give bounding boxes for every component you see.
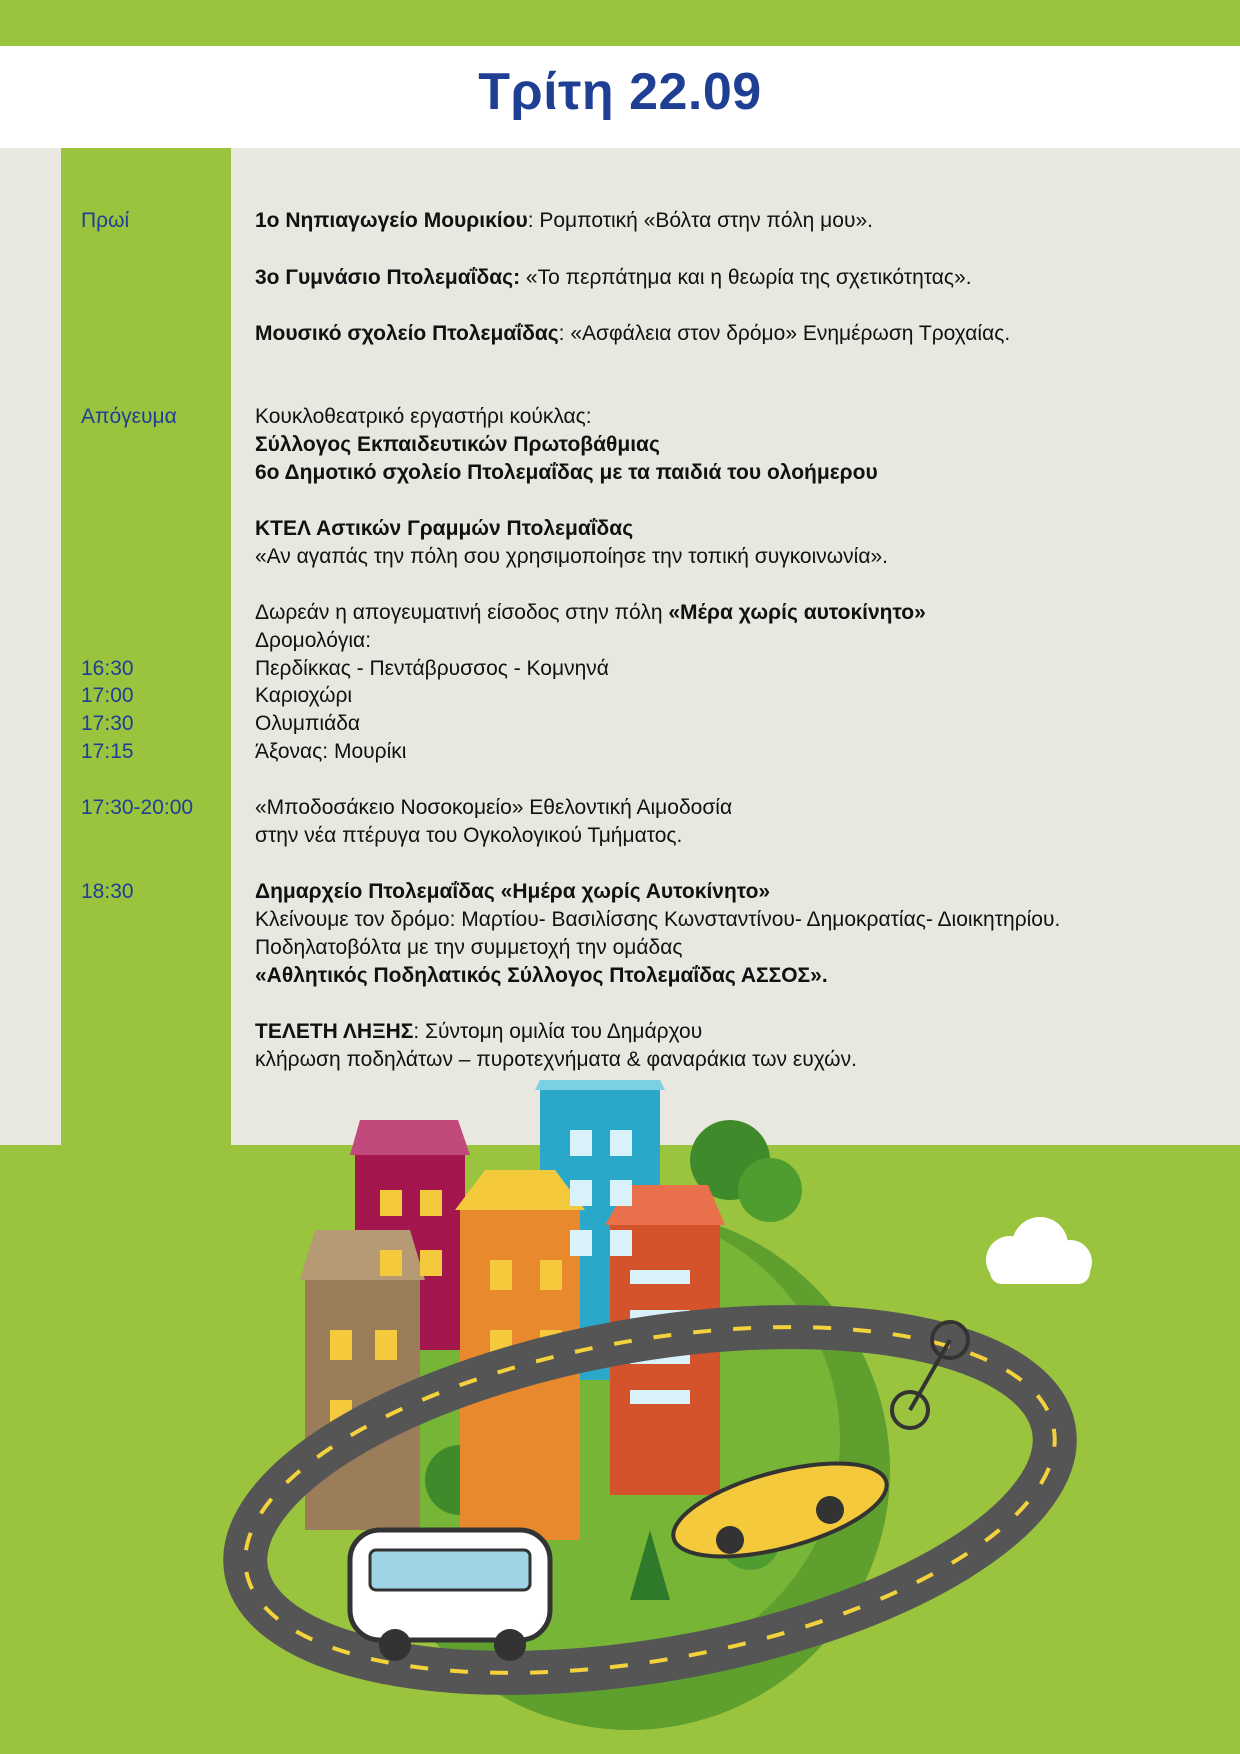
hospital-line-2: στην νέα πτέρυγα του Ογκολογικού Τμήματος.	[255, 824, 683, 847]
routes-label: Δρομολόγια:	[255, 629, 372, 652]
free-entry-text: Δωρεάν η απογευματινή είσοδος στην πόλη	[255, 601, 669, 624]
ktel-title: ΚΤΕΛ Αστικών Γραμμών Πτολεμαΐδας	[255, 517, 634, 540]
morning-item-3-desc: : «Ασφάλεια στον δρόμο» Ενημέρωση Τροχαίας.	[558, 322, 1011, 345]
cityhall-line-2: Ποδηλατοβόλτα με την συμμετοχή την ομάδας	[255, 936, 683, 959]
puppet-org-1: Σύλλογος Εκπαιδευτικών Πρωτοβάθμιας	[255, 433, 660, 456]
puppet-org-2: 6ο Δημοτικό σχολείο Πτολεμαΐδας με τα παιδιά του ολοήμερου	[255, 461, 878, 484]
time-1715: 17:15	[81, 740, 134, 763]
content-column	[231, 148, 1240, 1145]
morning-item-3-org: Μουσικό σχολείο Πτολεμαΐδας	[255, 322, 559, 345]
brown-building	[300, 1230, 425, 1530]
morning-item-2-desc: «Το περπάτημα και η θεωρία της σχετικότητας».	[520, 266, 972, 289]
puppet-line: Κουκλοθεατρικό εργαστήρι κούκλας:	[255, 405, 592, 428]
ktel-quote: «Αν αγαπάς την πόλη σου χρησιμοποίησε την τοπική συγκοινωνία».	[255, 545, 888, 568]
closing-line-2: κλήρωση ποδηλάτων – πυροτεχνήματα & φαναράκια των ευχών.	[255, 1048, 857, 1071]
city-globe-illustration	[210, 1080, 1210, 1740]
route-1: Περδίκκας - Πεντάβρυσσος - Κομνηνά	[255, 657, 609, 680]
cityhall-club: «Αθλητικός Ποδηλατικός Σύλλογος Πτολεμαΐδας ΑΣΣΟΣ».	[255, 964, 828, 987]
route-3: Ολυμπιάδα	[255, 712, 361, 735]
route-2: Καριοχώρι	[255, 684, 353, 707]
label-morning: Πρωί	[81, 209, 130, 232]
time-1730-2000: 17:30-20:00	[81, 796, 194, 819]
cloud-icon	[986, 1217, 1092, 1284]
top-green-bar	[0, 0, 1240, 46]
time-1630: 16:30	[81, 657, 134, 680]
route-4: Άξονας: Μουρίκι	[255, 740, 407, 763]
closing-line-1	[255, 1020, 702, 1044]
time-1700: 17:00	[81, 684, 134, 707]
hospital-line-1: «Μποδοσάκειο Νοσοκομείο» Εθελοντική Αιμοδοσία	[255, 796, 733, 819]
bus-icon	[350, 1530, 550, 1661]
time-column	[61, 148, 231, 1145]
morning-item-1-desc: : Ρομποτική «Βόλτα στην πόλη μου».	[527, 209, 873, 232]
free-entry-line	[255, 601, 926, 625]
tree-icon	[738, 1158, 802, 1222]
free-entry-event: «Μέρα χωρίς αυτοκίνητο»	[668, 601, 926, 624]
closing-title: ΤΕΛΕΤΗ ΛΗΞΗΣ	[255, 1020, 414, 1043]
cityhall-title: Δημαρχείο Πτολεμαΐδας «Ημέρα χωρίς Αυτοκίνητο»	[255, 880, 771, 903]
morning-item-1	[255, 209, 873, 233]
time-1830: 18:30	[81, 880, 134, 903]
left-margin-strip	[0, 148, 61, 1145]
morning-item-2	[255, 266, 972, 290]
morning-item-1-org: 1ο Νηπιαγωγείο Μουρικίου	[255, 209, 528, 232]
closing-desc: : Σύντομη ομιλία του Δημάρχου	[413, 1020, 703, 1043]
label-afternoon: Απόγευμα	[81, 405, 177, 428]
morning-item-2-org: 3ο Γυμνάσιο Πτολεμαΐδας:	[255, 266, 521, 289]
cityhall-line-1: Κλείνουμε τον δρόμο: Μαρτίου- Βασιλίσσης Κωνσταντίνου- Δημοκρατίας- Διοικητηρίου.	[255, 908, 1061, 931]
time-1730: 17:30	[81, 712, 134, 735]
page-title: Τρίτη 22.09	[478, 63, 762, 121]
morning-item-3	[255, 322, 1010, 346]
